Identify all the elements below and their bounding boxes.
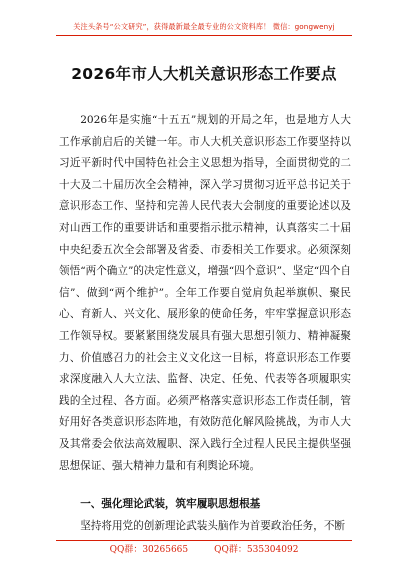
header-promo-note: 关注头条号“公文研究”，获得最新最全最专业的公文资料库！ 微信：gongwenyj [73, 22, 335, 31]
header-divider [56, 35, 352, 36]
document-title: 2026年市人大机关意识形态工作要点 [71, 65, 337, 83]
section-heading: 一、强化理论武装，筑牢履职思想根基 [80, 498, 261, 510]
footer-divider [56, 540, 352, 541]
footer-qq-group-1: QQ群：30265665 [109, 545, 189, 555]
body-paragraph-continued: 坚持将用党的创新理论武装头脑作为首要政治任务，不断 [80, 520, 346, 532]
footer-qq-group-2: QQ群：535304092 [214, 545, 299, 555]
footer [0, 542, 408, 555]
body-paragraph: 2026年是实施“十五五”规划的开局之年，也是地方人大工作承前启后的关键一年。市人大机关意识形态工作要坚持以习近平新时代中国特色社会主义思想为指导，全面贯彻党的二十大及二十届历次全会精神，深入学习贯彻习近平总书记关于意识形态工作、坚持和完善人民代表大会制度的重要论述以及对山西工作的重要讲话和重要指示批示精神，认真落实二十届中央纪委五次全会部署及省委、市委相关工作要求。必须深刻领悟“两个确立”的决定性意义，增强“四个意识”、坚定“四个自信”、做到“两个维护”。全年工作要自觉肩负起举旗帜、聚民心、育新人、兴文化、展形象的使命任务，牢牢掌握意识形态工作领导权。要紧紧围绕发展具有强大思想引领力、精神凝聚力、价值感召力的社会主义文化这一目标，将意识形态工作要求深度融入人大立法、监督、决定、任免、代表等各项履职实践的全过程、各方面。必须严格落实意识形态工作责任制，管好用好各类意识形态阵地，有效防范化解风险挑战，为市人大及其常委会依法高效履职、深入践行全过程人民民主提供坚强思想保证、强大精神力量和有利舆论环境。 [59, 114, 351, 472]
